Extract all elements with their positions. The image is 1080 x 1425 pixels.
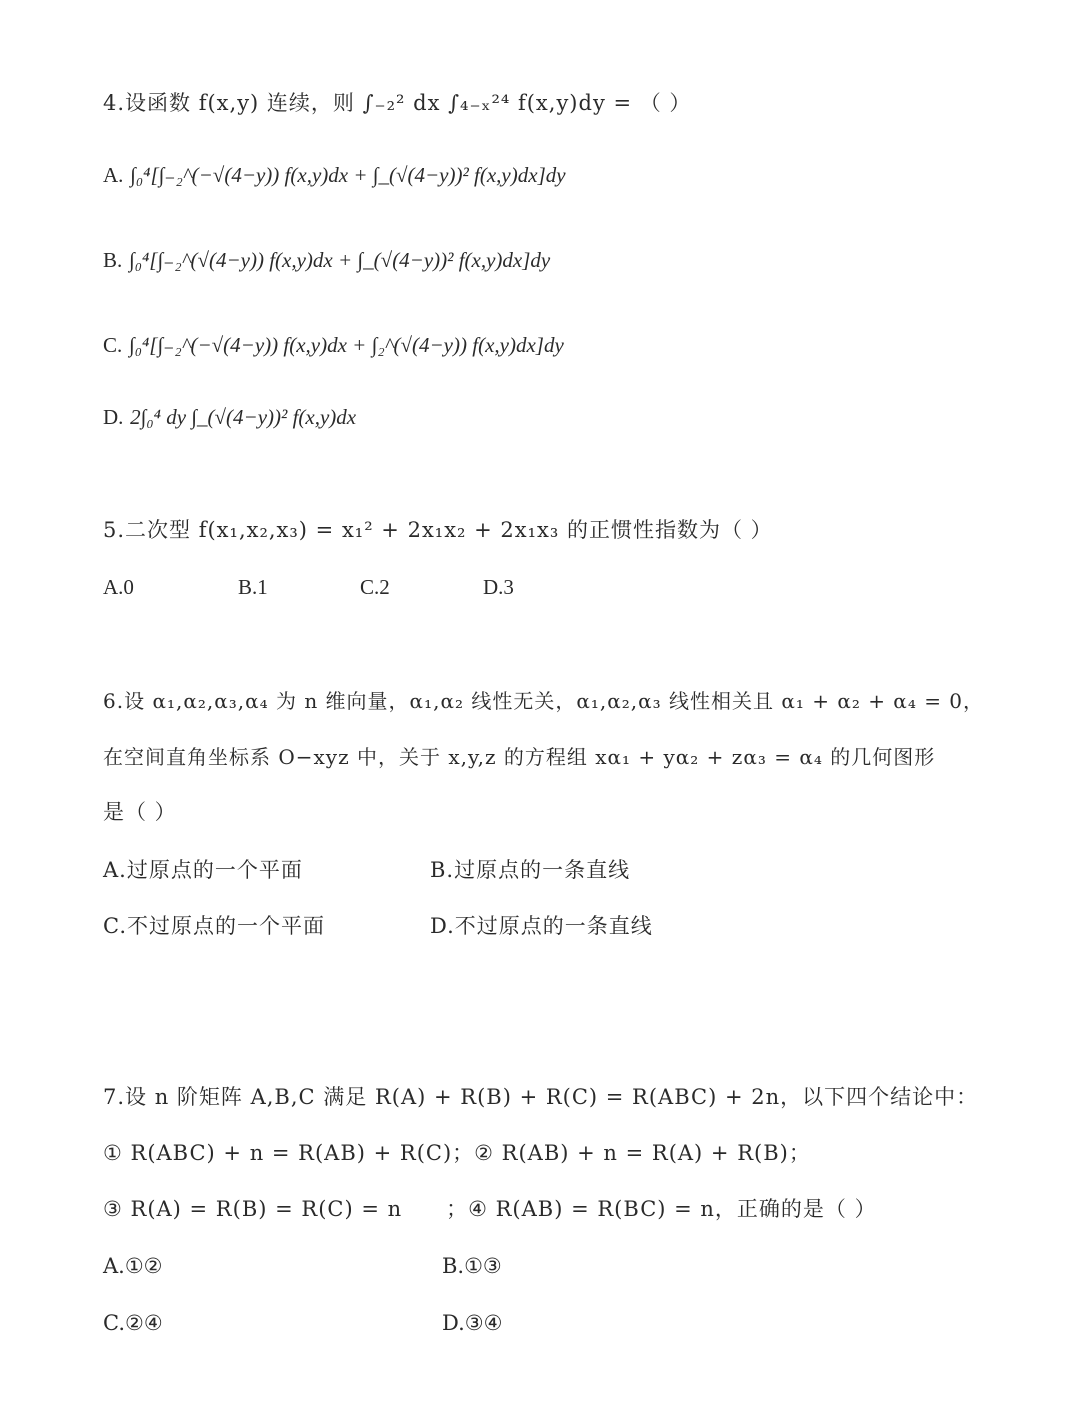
- q7-option-d: D.③④: [442, 1311, 503, 1335]
- q4-option-b-expr: ∫₀⁴[∫₋₂^(√(4−y)) f(x,y)dx + ∫_(√(4−y))² f(x,y)dx]dy: [128, 248, 551, 272]
- q5-option-b: B.1: [238, 575, 268, 599]
- q4-option-b: [103, 245, 550, 275]
- q4-option-a: [103, 160, 566, 190]
- q4-option-a-label: A.: [103, 163, 124, 187]
- q4-stem: 4.设函数 f(x,y) 连续，则 ∫₋₂² dx ∫₄₋ₓ²⁴ f(x,y)dy = （ ）: [103, 91, 692, 115]
- q6-stem-line2: 在空间直角坐标系 O−xyz 中，关于 x,y,z 的方程组 xα₁ + yα₂ + zα₃ = α₄ 的几何图形: [103, 745, 936, 769]
- q6-option-d: D.不过原点的一条直线: [430, 914, 653, 938]
- q5-stem: 5.二次型 f(x₁,x₂,x₃) = x₁² + 2x₁x₂ + 2x₁x₃ 的正惯性指数为（ ）: [103, 518, 773, 542]
- q4-option-c-expr: ∫₀⁴[∫₋₂^(−√(4−y)) f(x,y)dx + ∫₂^(√(4−y)) f(x,y)dx]dy: [128, 333, 564, 357]
- q7-option-c: C.②④: [103, 1311, 163, 1335]
- q5-option-d: D.3: [483, 575, 514, 599]
- q6-option-c: C.不过原点的一个平面: [103, 914, 325, 938]
- q4-option-a-expr: ∫₀⁴[∫₋₂^(−√(4−y)) f(x,y)dx + ∫_(√(4−y))² f(x,y)dx]dy: [130, 163, 566, 187]
- q7-conditions-line1: ① R(ABC) + n = R(AB) + R(C)；② R(AB) + n = R(A) + R(B)；: [103, 1141, 811, 1165]
- q4-option-d-expr: 2∫₀⁴ dy ∫_(√(4−y))² f(x,y)dx: [130, 405, 357, 429]
- q4-option-c-label: C.: [103, 333, 123, 357]
- q6-option-b: B.过原点的一条直线: [430, 858, 631, 882]
- q7-conditions-line2: ③ R(A) = R(B) = R(C) = n ；④ R(AB) = R(BC) = n，正确的是（ ）: [103, 1197, 877, 1221]
- q6-stem-line1: 6.设 α₁,α₂,α₃,α₄ 为 n 维向量，α₁,α₂ 线性无关，α₁,α₂,α₃ 线性相关且 α₁ + α₂ + α₄ = 0，: [103, 689, 985, 713]
- q5-option-a: A.0: [103, 575, 134, 599]
- q4-option-d: [103, 402, 356, 432]
- q4-option-c: [103, 330, 564, 360]
- q5-option-c: C.2: [360, 575, 390, 599]
- q7-stem: 7.设 n 阶矩阵 A,B,C 满足 R(A) + R(B) + R(C) = R(ABC) + 2n，以下四个结论中：: [103, 1085, 979, 1109]
- q4-option-d-label: D.: [103, 405, 124, 429]
- q7-option-b: B.①③: [442, 1254, 502, 1278]
- q7-option-a: A.①②: [103, 1254, 163, 1278]
- q6-option-a: A.过原点的一个平面: [103, 858, 303, 882]
- q6-stem-line3: 是（ ）: [103, 800, 177, 824]
- q4-option-b-label: B.: [103, 248, 123, 272]
